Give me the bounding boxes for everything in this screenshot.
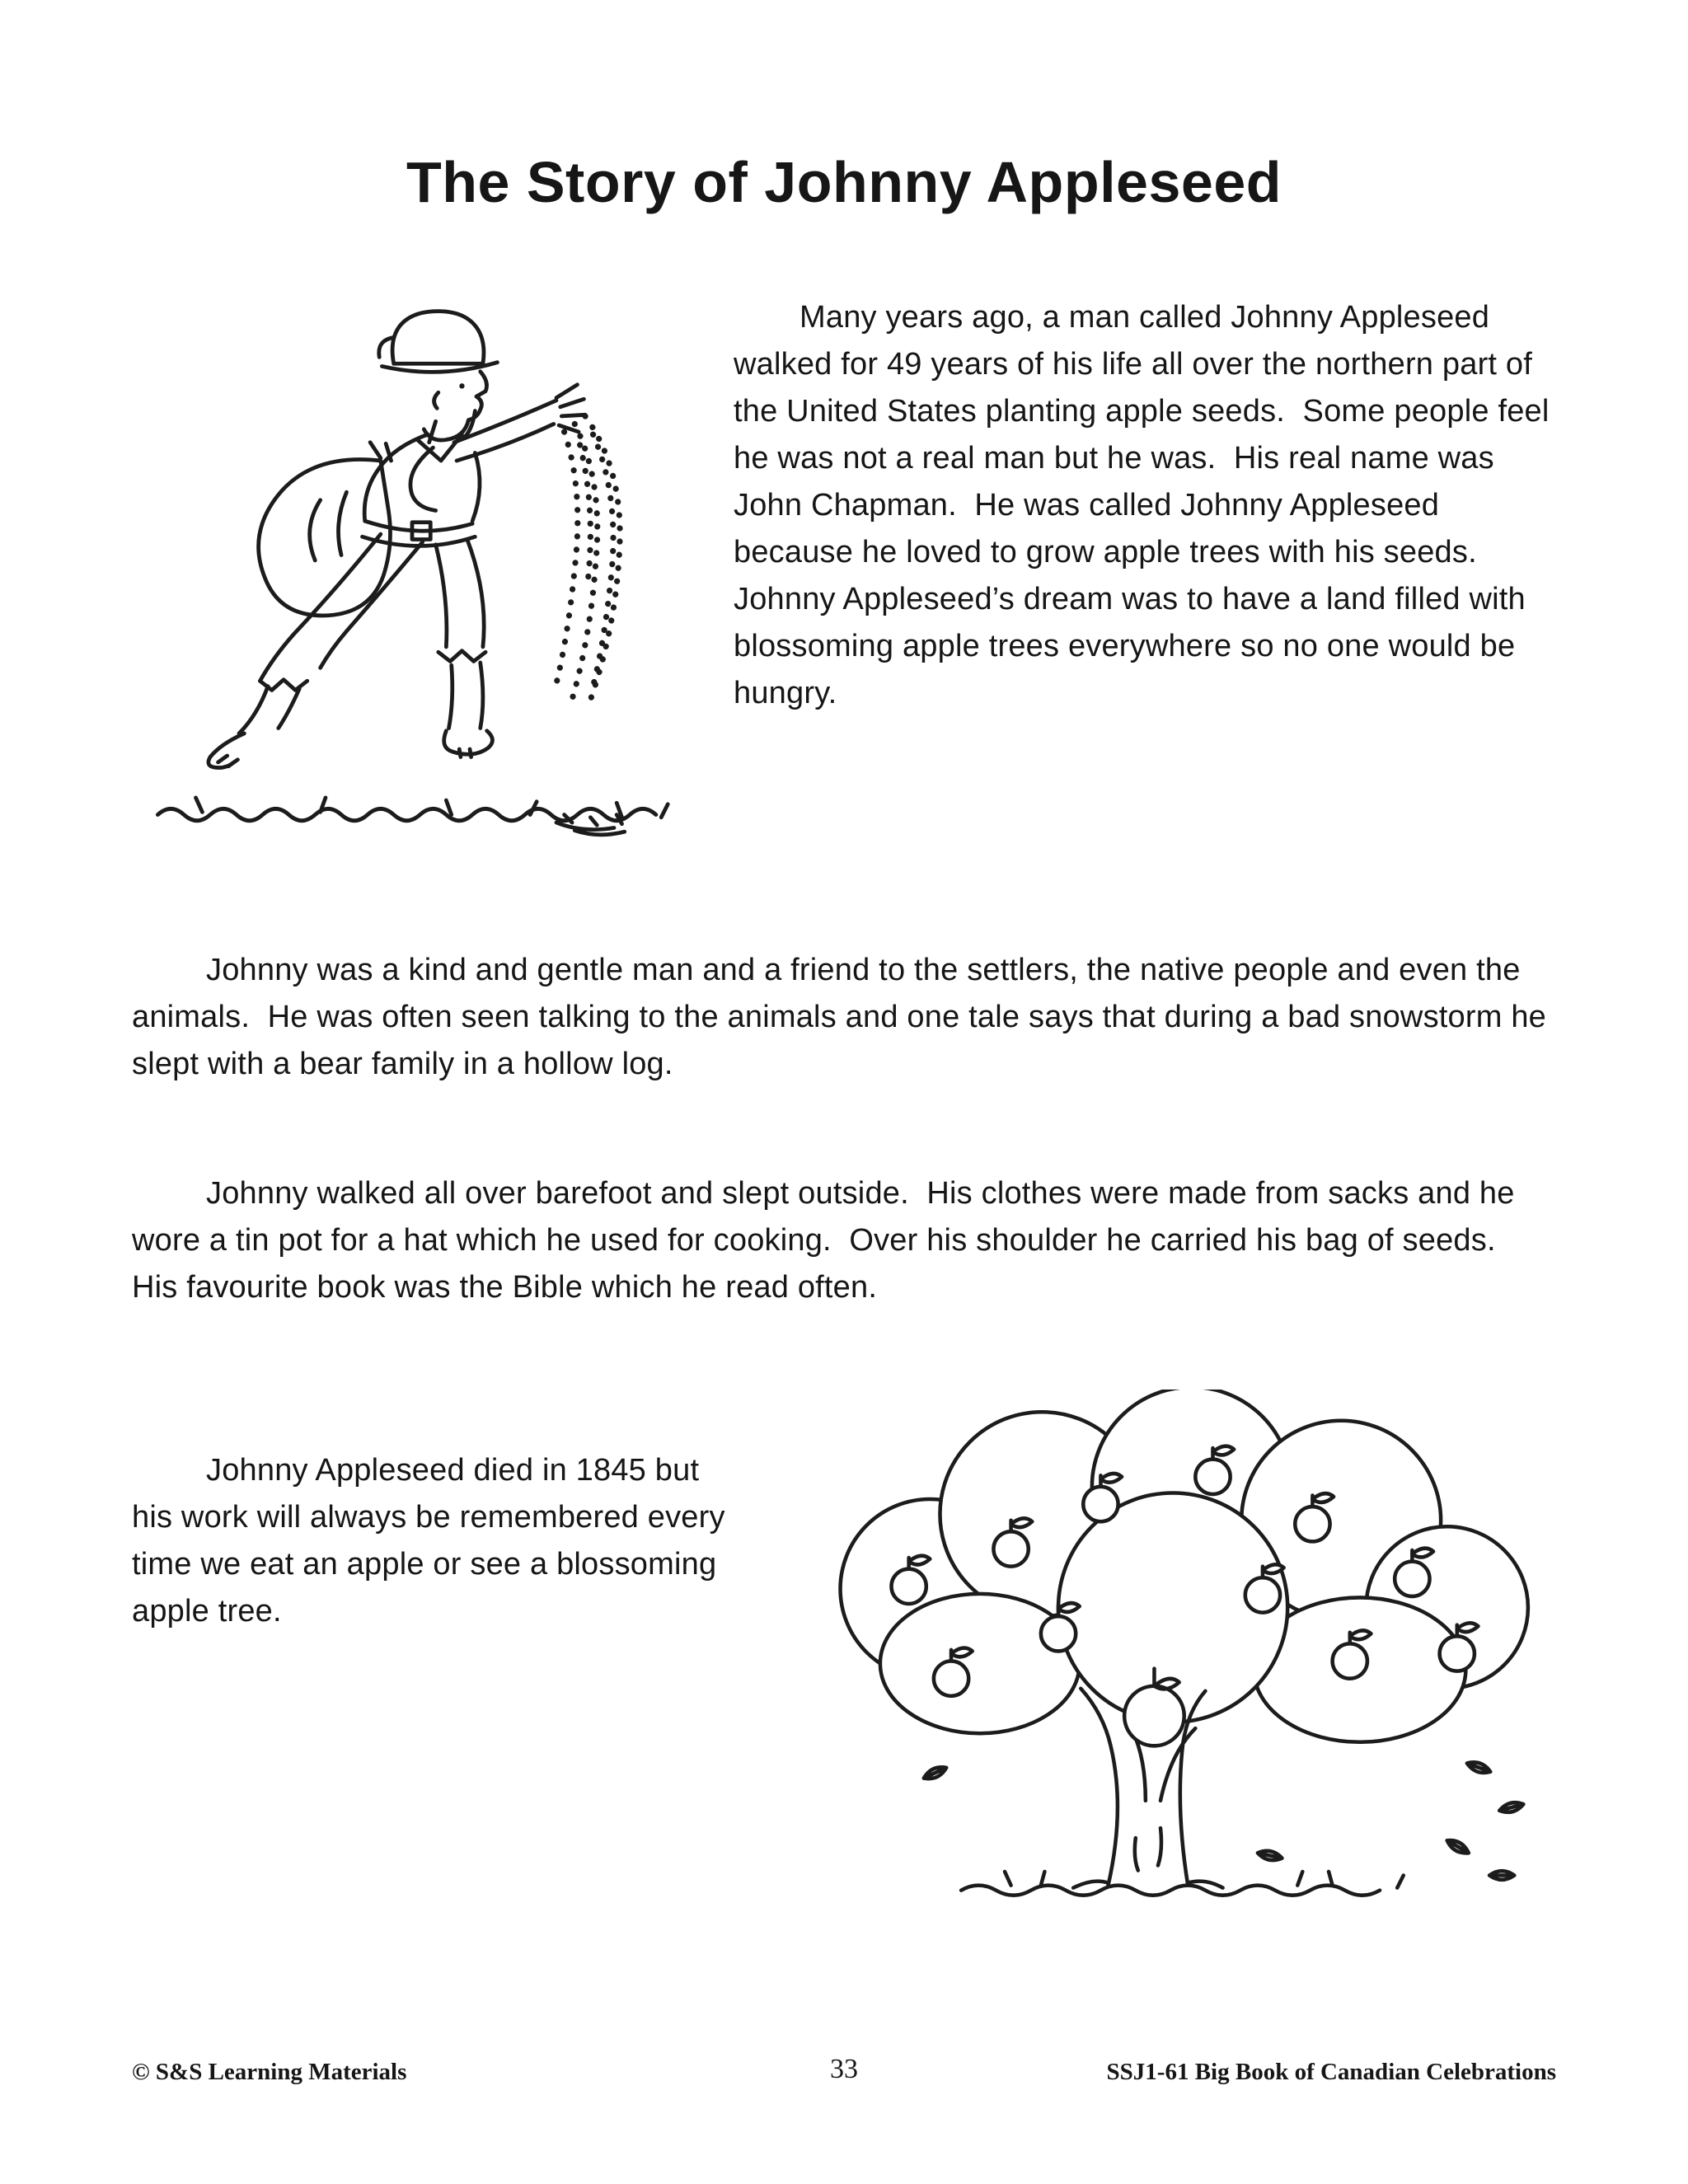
book-reference-text: SSJ1-61 Big Book of Canadian Celebrations bbox=[1106, 2059, 1556, 2085]
intro-section bbox=[132, 288, 1559, 865]
paragraph-3: Johnny walked all over barefoot and slept outside. His clothes were made from sacks and he wore a tin pot for a hat which he used for cooking. Over his shoulder he carried his bag of seeds. His favourite book was the Bible which he read often. bbox=[132, 1175, 1524, 1305]
paragraph-2: Johnny was a kind and gentle man and a friend to the settlers, the native people and even the animals. He was often seen talking to the animals and one tale says that during a bad snowstorm he slept with a bear family in a hollow log. bbox=[132, 952, 1555, 1081]
closing-paragraph-column bbox=[132, 1447, 734, 1635]
paragraph-2-section bbox=[132, 947, 1556, 1088]
copyright-text: © S&S Learning Materials bbox=[132, 2059, 407, 2085]
closing-section bbox=[132, 1390, 1556, 1925]
page-number: 33 bbox=[830, 2054, 858, 2084]
sower-drawing bbox=[124, 288, 701, 865]
tree-drawing bbox=[765, 1390, 1556, 1925]
johnny-appleseed-illustration bbox=[124, 288, 701, 865]
page-title: The Story of Johnny Appleseed bbox=[406, 150, 1282, 214]
intro-paragraph-column bbox=[734, 294, 1559, 717]
apple-tree-illustration bbox=[758, 1390, 1556, 1925]
paragraph-3-section bbox=[132, 1170, 1556, 1311]
page-footer bbox=[132, 2054, 1556, 2090]
paragraph-4: Johnny Appleseed died in 1845 but his work will always be remembered every time we eat an apple or see a blossoming apple tree. bbox=[132, 1452, 734, 1629]
paragraph-1: Many years ago, a man called Johnny Appleseed walked for 49 years of his life all over the northern part of the United States planting apple seeds. Some people feel he was not a real man but he was. His real name was John Chapman. He was called Johnny Appleseed because he loved to grow apple trees with his seeds. Johnny Appleseed’s dream was to have a land filled with blossoming apple trees everywhere so no one would be hungry. bbox=[734, 299, 1559, 710]
